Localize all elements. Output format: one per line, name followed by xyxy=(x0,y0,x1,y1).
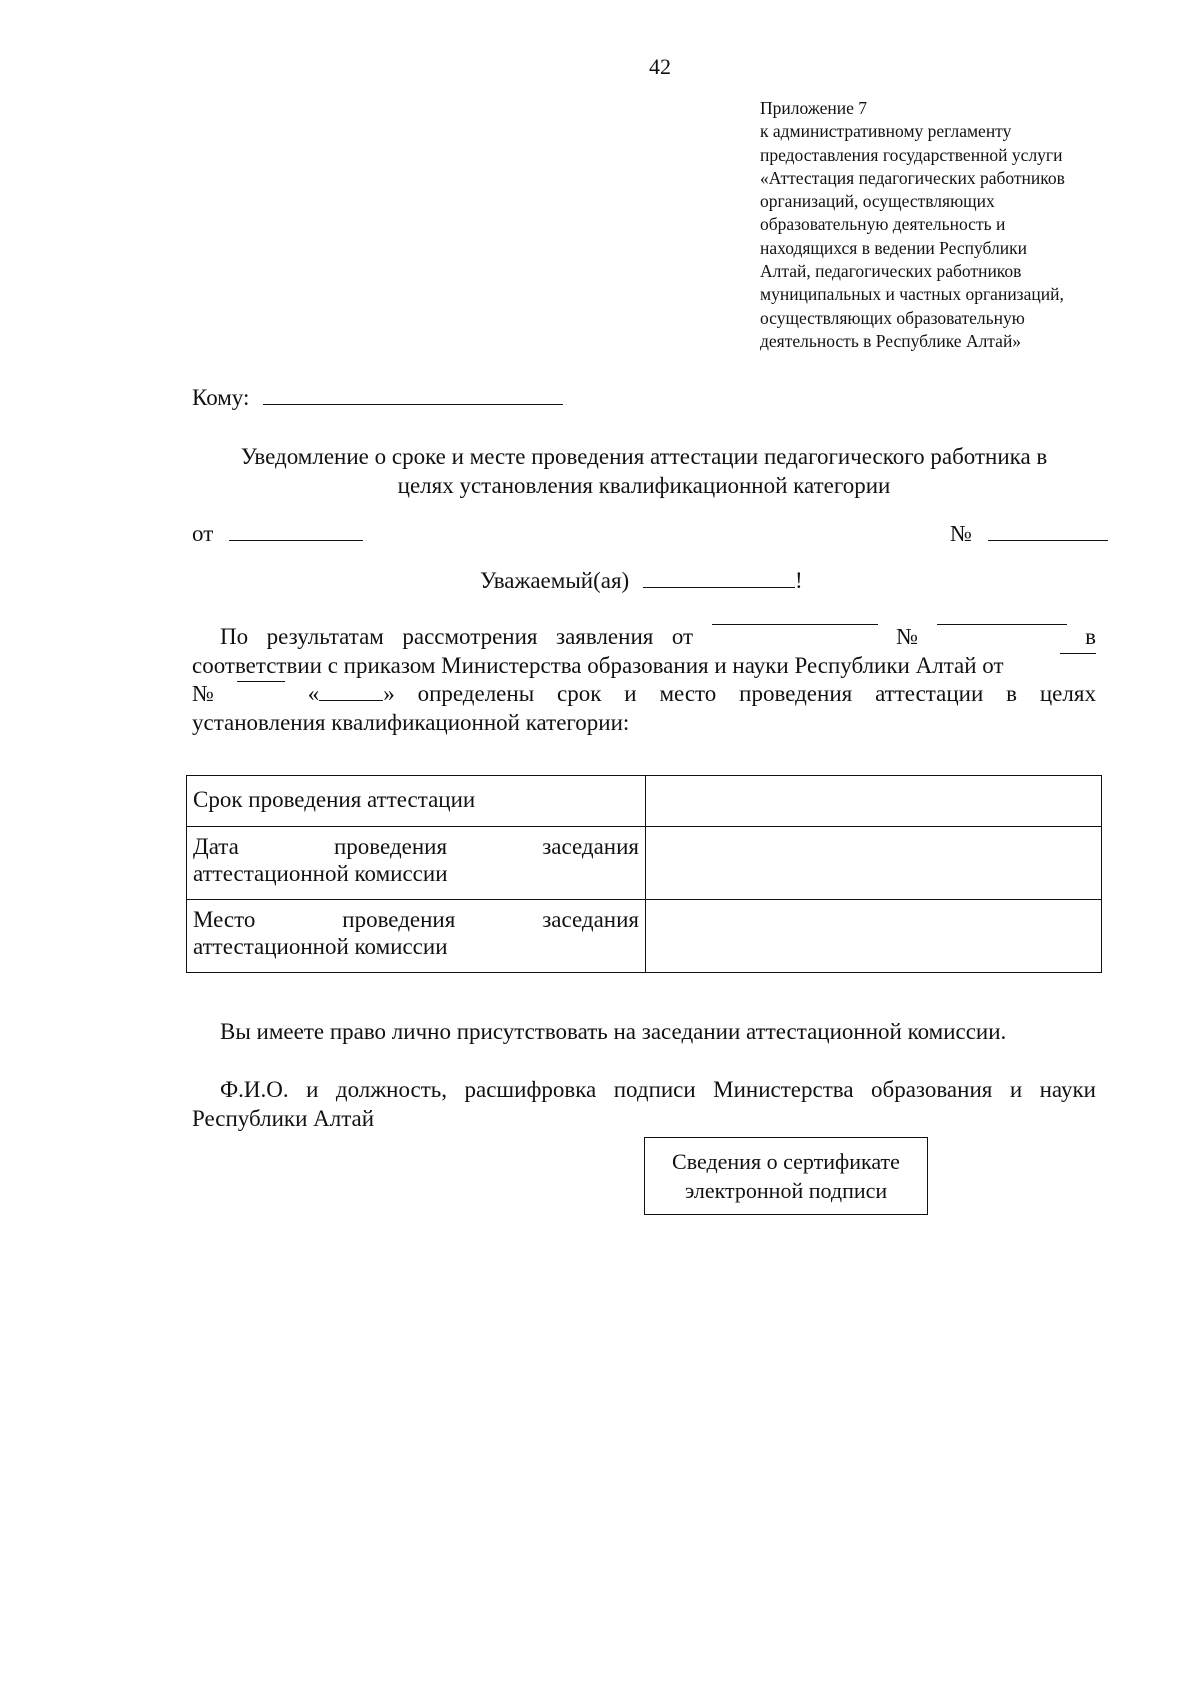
word: в xyxy=(1085,624,1096,649)
right-to-attend-note: Вы имеете право лично присутствовать на заседании аттестационной комиссии. xyxy=(220,1019,1007,1044)
word: рассмотрения xyxy=(402,624,538,649)
word: срок xyxy=(557,681,602,706)
word: должность, xyxy=(335,1077,448,1102)
recipient-label: Кому: xyxy=(192,385,250,410)
word: заседания xyxy=(542,907,639,932)
word: и xyxy=(624,681,637,706)
row-label-line-2: аттестационной комиссии xyxy=(193,934,448,959)
table-cell-label xyxy=(187,776,646,827)
appendix-line: Приложение 7 xyxy=(760,98,868,118)
table-cell-value xyxy=(646,827,1102,900)
date-line xyxy=(192,521,363,547)
word: проведения xyxy=(342,907,456,932)
application-number-blank xyxy=(937,623,1067,625)
paragraph-line-1 xyxy=(192,623,1096,652)
body-paragraph xyxy=(192,623,1096,737)
notice-title-line-2: целях установления квалификационной категории xyxy=(397,473,891,498)
open-quote: « xyxy=(307,681,320,706)
word: и xyxy=(306,1077,319,1102)
table-cell-value xyxy=(646,900,1102,973)
number-line xyxy=(950,521,1108,547)
recipient-line xyxy=(192,385,563,411)
greeting-suffix: ! xyxy=(794,568,803,593)
word: Министерства xyxy=(713,1077,854,1102)
quoted-blank xyxy=(308,680,395,709)
recipient-blank xyxy=(263,403,563,405)
word: Ф.И.О. xyxy=(220,1077,289,1102)
order-number-blank xyxy=(237,680,285,682)
word: заявления xyxy=(556,624,654,649)
page-number: 42 xyxy=(649,54,671,79)
appendix-line: «Аттестация педагогических работников xyxy=(760,167,1065,188)
word: результатам xyxy=(266,624,384,649)
signatory-block xyxy=(192,1076,1096,1133)
appendix-line: Алтай, педагогических работников xyxy=(760,261,1022,282)
word: целях xyxy=(1039,681,1096,706)
appendix-line: находящихся в ведении Республики xyxy=(760,237,1027,258)
word: и xyxy=(1009,1077,1023,1102)
appendix-line: муниципальных и частных организаций, xyxy=(760,284,1064,305)
application-date-blank xyxy=(712,623,878,625)
date-label: от xyxy=(192,521,214,546)
signatory-line-1 xyxy=(192,1076,1096,1105)
paragraph-line-4 xyxy=(192,709,1096,738)
signatory-line-2: Республики Алтай xyxy=(192,1105,375,1131)
table-row xyxy=(187,776,1102,827)
table-row xyxy=(187,827,1102,900)
word: проведения xyxy=(739,681,853,706)
appendix-line: к административному регламенту xyxy=(760,121,1012,142)
text: установления квалификационной категории: xyxy=(192,709,630,735)
word: от xyxy=(671,624,694,649)
signature-certificate-box xyxy=(644,1137,928,1215)
row-label: Срок проведения аттестации xyxy=(193,787,476,812)
paragraph-line-2 xyxy=(192,652,1096,681)
notice-title xyxy=(192,442,1096,500)
appendix-line: деятельность в Республике Алтай» xyxy=(760,330,1022,351)
row-label-line-1 xyxy=(193,906,639,933)
word: определены xyxy=(417,681,535,706)
word: аттестации xyxy=(875,681,984,706)
text: соответствии с приказом Министерства образования и науки Республики Алтай от xyxy=(192,652,1004,678)
greeting-name-blank xyxy=(643,586,795,588)
table-cell-value xyxy=(646,776,1102,827)
appendix-line: осуществляющих образовательную xyxy=(760,307,1025,328)
appendix-line: организаций, осуществляющих xyxy=(760,191,995,212)
table-cell-label xyxy=(187,827,646,900)
word: № xyxy=(896,624,919,649)
date-blank xyxy=(229,539,363,541)
word: проведения xyxy=(334,834,448,859)
close-quote: » xyxy=(383,681,395,706)
attestation-table xyxy=(186,775,1102,973)
certificate-line-2: электронной подписи xyxy=(684,1178,888,1203)
word: место xyxy=(659,681,717,706)
greeting-prefix: Уважаемый(ая) xyxy=(480,568,630,593)
appendix-line: предоставления государственной услуги xyxy=(760,144,1063,165)
word: расшифровка xyxy=(464,1077,597,1102)
word: в xyxy=(1006,681,1017,706)
word: № xyxy=(192,681,214,706)
word: подписи xyxy=(613,1077,696,1102)
order-title-blank xyxy=(319,699,383,701)
word: По xyxy=(220,624,249,649)
appendix-header xyxy=(760,97,1160,353)
word: образования xyxy=(871,1077,993,1102)
number-blank xyxy=(988,539,1108,541)
appendix-line: образовательную деятельность и xyxy=(760,214,1006,235)
notice-title-line-1: Уведомление о сроке и месте проведения аттестации педагогического работника в xyxy=(240,444,1048,469)
row-label-line-1 xyxy=(193,833,639,860)
table-cell-label xyxy=(187,900,646,973)
greeting xyxy=(480,568,803,594)
row-label-line-2: аттестационной комиссии xyxy=(193,861,448,886)
order-date-blank xyxy=(1060,652,1096,654)
paragraph-line-3 xyxy=(192,680,1096,709)
certificate-line-1: Сведения о сертификате xyxy=(672,1149,900,1174)
table-row xyxy=(187,900,1102,973)
word: Место xyxy=(193,907,256,932)
word: заседания xyxy=(542,834,639,859)
word: Дата xyxy=(193,834,239,859)
word: науки xyxy=(1039,1077,1096,1102)
number-label: № xyxy=(950,521,972,546)
